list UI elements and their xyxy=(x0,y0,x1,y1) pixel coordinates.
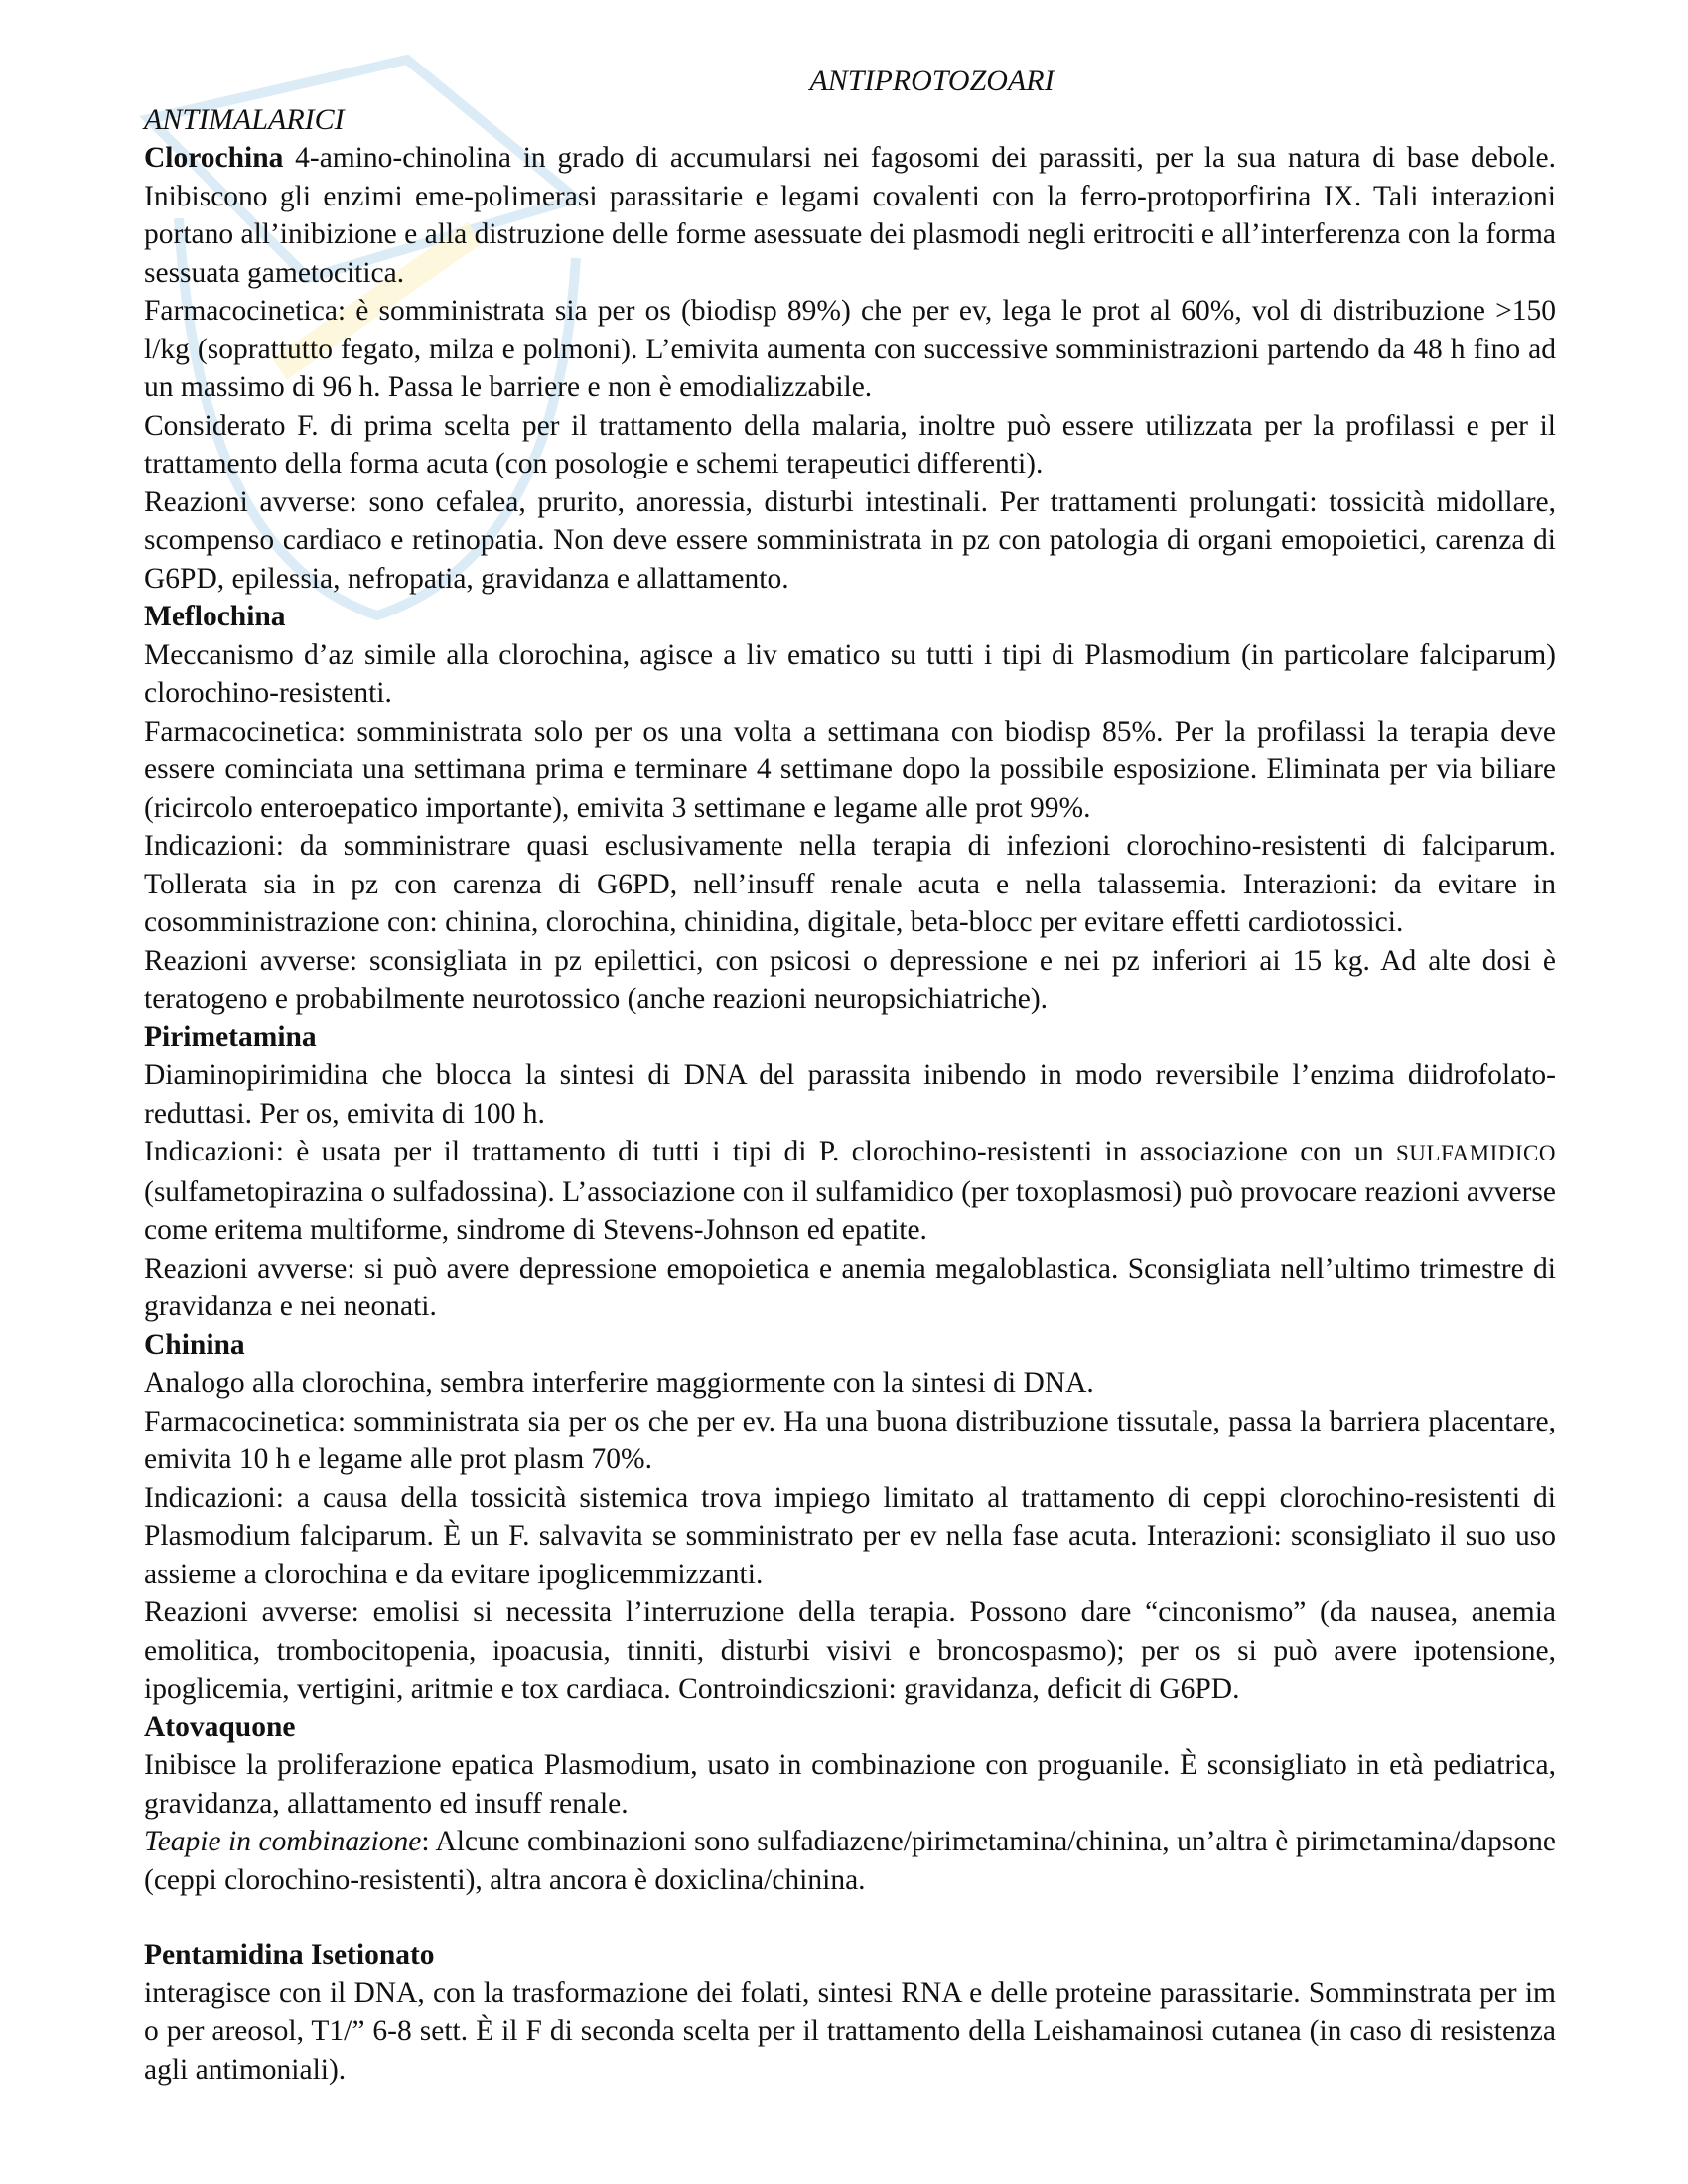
clorochina-indicazioni: Considerato F. di prima scelta per il trattamento della malaria, inoltre può essere utilizzata per la profilassi e per il trattamento della forma acuta (con posologie e schemi terapeutici differenti). xyxy=(144,409,1556,479)
terapie-combinazione-label: Teapie in combinazione xyxy=(144,1826,422,1857)
pentamidina-text: interagisce con il DNA, con la trasformazione dei folati, sintesi RNA e delle proteine parassitarie. Somminstrata per im o per areosol, T1/” 6-8 sett. È il F di seconda scelta per il trattamento della Leishamainosi cutanea (in caso di resistenza agli antimoniali). xyxy=(144,1977,1556,2086)
drug-heading-atovaquone: Atovaquone xyxy=(144,1710,296,1743)
pirimetamina-meccanismo: Diaminopirimidina che blocca la sintesi di DNA del parassita inibendo in modo reversibile l’enzima diidrofolato-reduttasi. Per os, emivita di 100 h. xyxy=(144,1059,1556,1130)
clorochina-farmacocinetica: Farmacocinetica: è somministrata sia per os (biodisp 89%) che per ev, lega le prot al 60%, vol di distribuzione >150 l/kg (soprattutto fegato, milza e polmoni). L’emivita aumenta con successive somministrazioni partendo da 48 h fino ad un massimo di 96 h. Passa le barriere e non è emodializzabile. xyxy=(144,295,1556,403)
atovaquone-meccanismo: Inibisce la proliferazione epatica Plasmodium, usato in combinazione con proguanile. È sconsigliato in età pediatrica, gravidanza, allattamento ed insuff renale. xyxy=(144,1749,1556,1820)
drug-heading-clorochina: Clorochina xyxy=(144,142,284,174)
meflochina-farmacocinetica: Farmacocinetica: somministrata solo per os una volta a settimana con biodisp 85%. Per la profilassi la terapia deve essere cominciata una settimana prima e terminare 4 settimane dopo la possibile esposizione. Eliminata per via biliare (ricircolo enteroepatico importante), emivita 3 settimane e legame alle prot 99%. xyxy=(144,715,1556,824)
chinina-farmacocinetica: Farmacocinetica: somministrata sia per os che per ev. Ha una buona distribuzione tissutale, passa la barriera placentare, emivita 10 h e legame alle prot plasm 70%. xyxy=(144,1405,1556,1475)
clorochina-intro-text: 4-amino-chinolina in grado di accumularsi nei fagosomi dei parassiti, per la sua natura di base debole. Inibiscono gli enzimi eme-polimerasi parassitarie e legami covalenti con la ferro-protoporfirina IX. Tali interazioni portano all’inibizione e alla distruzione delle forme asessuate dei plasmodi negli eritrociti e all’interferenza con la forma sessuata gametocitica. xyxy=(144,142,1556,289)
chinina-meccanismo: Analogo alla clorochina, sembra interferire maggiormente con la sintesi di DNA. xyxy=(144,1367,1094,1399)
meflochina-meccanismo: Meccanismo d’az simile alla clorochina, agisce a liv ematico su tutti i tipi di Plasmodium (in particolare falciparum) clorochino-resistenti. xyxy=(144,638,1556,709)
drug-heading-meflochina: Meflochina xyxy=(144,601,286,632)
clorochina-reazioni: Reazioni avverse: sono cefalea, prurito, anoressia, disturbi intestinali. Per trattamenti prolungati: tossicità midollare, scompenso cardiaco e retinopatia. Non deve essere somministrata in pz con patologia di organi emopoietici, carenza di G6PD, epilessia, nefropatia, gravidanza e allattamento. xyxy=(144,485,1556,595)
drug-heading-chinina: Chinina xyxy=(144,1328,245,1361)
meflochina-indicazioni: Indicazioni: da somministrare quasi esclusivamente nella terapia di infezioni clorochino-resistenti di falciparum. Tollerata sia in pz con carenza di G6PD, nell’insuff renale acuta e nella talassemia. Interazioni: da evitare in cosomministrazione con: chinina, clorochina, chinidina, digitale, beta-blocc per evitare effetti cardiotossici. xyxy=(144,830,1556,938)
terapie-combinazione xyxy=(144,1823,1556,1899)
pirimetamina-indicazioni xyxy=(144,1133,1556,1250)
section-heading: ANTIMALARICI xyxy=(144,103,345,136)
pirimetamina-reazioni: Reazioni avverse: si può avere depressione emopoietica e anemia megaloblastica. Sconsigliata nell’ultimo trimestre di gravidanza e nei neonati. xyxy=(144,1252,1556,1322)
paragraph-gap xyxy=(144,1899,1556,1936)
chinina-indicazioni: Indicazioni: a causa della tossicità sistemica trova impiego limitato al trattamento di ceppi clorochino-resistenti di Plasmodium falciparum. È un F. salvavita se somministrato per ev nella fase acuta. Interazioni: sconsigliato il suo uso assieme a clorochina e da evitare ipoglicemmizzanti. xyxy=(144,1481,1556,1590)
meflochina-reazioni: Reazioni avverse: sconsigliata in pz epilettici, con psicosi o depressione e nei pz inferiori ai 15 kg. Ad alte dosi è teratogeno e probabilmente neurotossico (anche reazioni neuropsichiatriche). xyxy=(144,944,1556,1015)
page-title: ANTIPROTOZOARI xyxy=(809,65,1055,97)
terapie-combinazione-text: : Alcune combinazioni sono sulfadiazene/pirimetamina/chinina, un’altra è pirimetamina/dapsone (ceppi clorochino-resistenti), altra ancora è doxiclina/chinina. xyxy=(144,1826,1556,1896)
pirimetamina-indicazioni-a: Indicazioni: è usata per il trattamento di tutti i tipi di P. clorochino-resistenti in associazione con un xyxy=(144,1136,1397,1167)
drug-heading-pirimetamina: Pirimetamina xyxy=(144,1021,317,1053)
sulfamidico-term: SULFAMIDICO xyxy=(1396,1141,1556,1165)
document-page xyxy=(144,62,1556,2089)
chinina-reazioni: Reazioni avverse: emolisi si necessita l’interruzione della terapia. Possono dare “cinconismo” (da nausea, anemia emolitica, trombocitopenia, ipoacusia, tinniti, disturbi visivi e broncospasmo); per os si può avere ipotensione, ipoglicemia, vertigini, aritmie e tox cardiaca. Controindicszioni: gravidanza, deficit di G6PD. xyxy=(144,1596,1556,1705)
pirimetamina-indicazioni-b: (sulfametopirazina o sulfadossina). L’associazione con il sulfamidico (per toxoplasmosi) può provocare reazioni avverse come eritema multiforme, sindrome di Stevens-Johnson ed epatite. xyxy=(144,1175,1556,1246)
drug-heading-pentamidina: Pentamidina Isetionato xyxy=(144,1939,435,1971)
clorochina-intro xyxy=(144,139,1556,292)
